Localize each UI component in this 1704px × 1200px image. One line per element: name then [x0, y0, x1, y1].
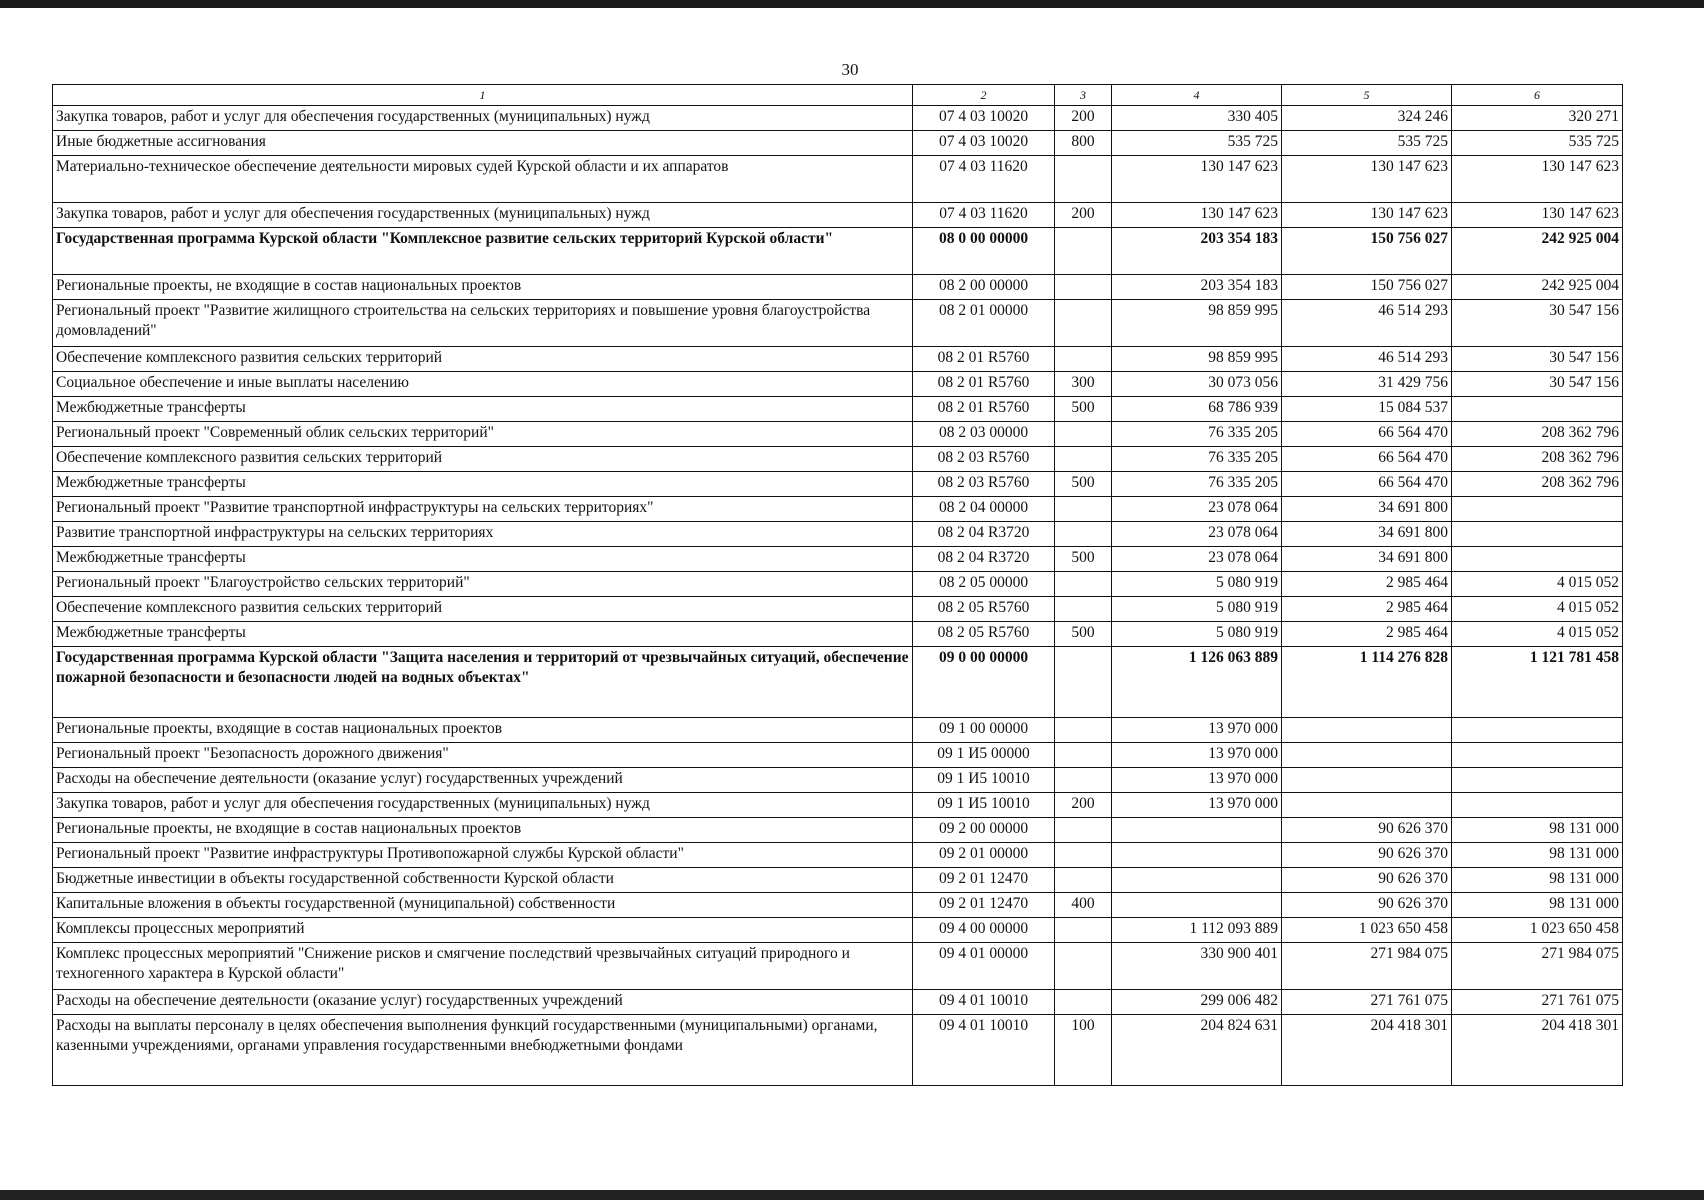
row-amount-4: 76 335 205 — [1112, 472, 1282, 497]
column-header-4: 4 — [1112, 85, 1282, 106]
row-name: Региональный проект "Развитие жилищного строительства на сельских территориях и повышение уровня благоустройства домовладений" — [53, 300, 913, 347]
table-row — [53, 597, 1623, 622]
row-amount-6: 271 984 075 — [1452, 943, 1623, 990]
row-code: 09 4 01 10010 — [913, 1015, 1055, 1086]
row-name: Региональные проекты, не входящие в состав национальных проектов — [53, 818, 913, 843]
table-row — [53, 131, 1623, 156]
row-amount-5 — [1282, 793, 1452, 818]
table-row — [53, 818, 1623, 843]
row-amount-4: 13 970 000 — [1112, 768, 1282, 793]
row-code: 07 4 03 11620 — [913, 156, 1055, 203]
row-code: 08 2 03 00000 — [913, 422, 1055, 447]
row-code: 08 0 00 00000 — [913, 228, 1055, 275]
row-amount-5: 130 147 623 — [1282, 156, 1452, 203]
row-amount-5: 66 564 470 — [1282, 447, 1452, 472]
row-expense-type — [1055, 597, 1112, 622]
row-expense-type — [1055, 347, 1112, 372]
row-amount-5: 66 564 470 — [1282, 472, 1452, 497]
row-amount-6 — [1452, 547, 1623, 572]
row-amount-6: 98 131 000 — [1452, 818, 1623, 843]
row-code: 09 2 01 00000 — [913, 843, 1055, 868]
scan-top-edge — [0, 0, 1704, 8]
row-amount-4: 98 859 995 — [1112, 347, 1282, 372]
row-amount-6: 98 131 000 — [1452, 843, 1623, 868]
table-row — [53, 522, 1623, 547]
row-amount-6: 1 023 650 458 — [1452, 918, 1623, 943]
table-row — [53, 472, 1623, 497]
row-amount-4 — [1112, 843, 1282, 868]
table-row — [53, 228, 1623, 275]
budget-table — [52, 84, 1623, 1086]
row-code: 08 2 03 R5760 — [913, 472, 1055, 497]
row-code: 08 2 01 00000 — [913, 300, 1055, 347]
row-amount-5: 2 985 464 — [1282, 597, 1452, 622]
row-code: 09 2 01 12470 — [913, 893, 1055, 918]
row-amount-4: 5 080 919 — [1112, 572, 1282, 597]
row-name: Региональный проект "Безопасность дорожного движения" — [53, 743, 913, 768]
row-amount-6: 30 547 156 — [1452, 372, 1623, 397]
row-name: Обеспечение комплексного развития сельских территорий — [53, 347, 913, 372]
row-name: Региональный проект "Развитие транспортной инфраструктуры на сельских территориях" — [53, 497, 913, 522]
row-code: 08 2 05 00000 — [913, 572, 1055, 597]
row-expense-type — [1055, 572, 1112, 597]
row-code: 08 2 05 R5760 — [913, 597, 1055, 622]
row-code: 07 4 03 10020 — [913, 131, 1055, 156]
row-amount-6: 130 147 623 — [1452, 203, 1623, 228]
row-amount-5: 31 429 756 — [1282, 372, 1452, 397]
row-code: 09 1 И5 10010 — [913, 793, 1055, 818]
table-row — [53, 275, 1623, 300]
row-name: Социальное обеспечение и иные выплаты населению — [53, 372, 913, 397]
column-header-2: 2 — [913, 85, 1055, 106]
row-amount-6: 30 547 156 — [1452, 347, 1623, 372]
row-amount-6 — [1452, 522, 1623, 547]
row-amount-4: 1 112 093 889 — [1112, 918, 1282, 943]
row-amount-6: 271 761 075 — [1452, 990, 1623, 1015]
row-code: 09 4 01 00000 — [913, 943, 1055, 990]
row-code: 08 2 04 00000 — [913, 497, 1055, 522]
row-amount-5 — [1282, 743, 1452, 768]
row-amount-4: 23 078 064 — [1112, 522, 1282, 547]
row-amount-5: 15 084 537 — [1282, 397, 1452, 422]
row-name: Комплекс процессных мероприятий "Снижение рисков и смягчение последствий чрезвычайных ситуаций природного и техногенного характера в Курской области" — [53, 943, 913, 990]
row-amount-5: 90 626 370 — [1282, 843, 1452, 868]
row-name: Региональный проект "Благоустройство сельских территорий" — [53, 572, 913, 597]
row-amount-4: 23 078 064 — [1112, 497, 1282, 522]
row-code: 08 2 04 R3720 — [913, 522, 1055, 547]
row-amount-4: 13 970 000 — [1112, 718, 1282, 743]
row-amount-5: 2 985 464 — [1282, 622, 1452, 647]
row-name: Обеспечение комплексного развития сельских территорий — [53, 597, 913, 622]
row-name: Обеспечение комплексного развития сельских территорий — [53, 447, 913, 472]
row-code: 08 2 01 R5760 — [913, 372, 1055, 397]
scan-bottom-edge — [0, 1190, 1704, 1200]
row-name: Государственная программа Курской области "Защита населения и территорий от чрезвычайных ситуаций, обеспечение пожарной безопасности и безопасности людей на водных объектах" — [53, 647, 913, 718]
row-code: 08 2 01 R5760 — [913, 347, 1055, 372]
row-expense-type — [1055, 275, 1112, 300]
row-amount-6: 98 131 000 — [1452, 868, 1623, 893]
row-amount-6: 208 362 796 — [1452, 447, 1623, 472]
row-amount-5: 130 147 623 — [1282, 203, 1452, 228]
table-row — [53, 718, 1623, 743]
row-amount-4: 30 073 056 — [1112, 372, 1282, 397]
row-name: Материально-техническое обеспечение деятельности мировых судей Курской области и их аппаратов — [53, 156, 913, 203]
row-amount-6: 4 015 052 — [1452, 622, 1623, 647]
row-code: 08 2 03 R5760 — [913, 447, 1055, 472]
row-name: Расходы на обеспечение деятельности (оказание услуг) государственных учреждений — [53, 990, 913, 1015]
row-name: Региональные проекты, входящие в состав национальных проектов — [53, 718, 913, 743]
table-row — [53, 1015, 1623, 1086]
row-amount-4: 76 335 205 — [1112, 422, 1282, 447]
column-header-6: 6 — [1452, 85, 1623, 106]
table-row — [53, 918, 1623, 943]
row-expense-type — [1055, 228, 1112, 275]
table-row — [53, 347, 1623, 372]
table-row — [53, 422, 1623, 447]
row-amount-4: 330 405 — [1112, 106, 1282, 131]
row-code: 07 4 03 11620 — [913, 203, 1055, 228]
row-expense-type: 200 — [1055, 106, 1112, 131]
row-code: 09 0 00 00000 — [913, 647, 1055, 718]
row-amount-5: 204 418 301 — [1282, 1015, 1452, 1086]
row-amount-6 — [1452, 743, 1623, 768]
row-amount-4: 5 080 919 — [1112, 622, 1282, 647]
row-code: 07 4 03 10020 — [913, 106, 1055, 131]
row-expense-type — [1055, 818, 1112, 843]
row-amount-6: 130 147 623 — [1452, 156, 1623, 203]
table-row — [53, 893, 1623, 918]
page-number: 30 — [841, 60, 859, 79]
table-row — [53, 943, 1623, 990]
table-row — [53, 497, 1623, 522]
row-amount-5 — [1282, 768, 1452, 793]
table-row — [53, 843, 1623, 868]
row-expense-type: 200 — [1055, 203, 1112, 228]
row-amount-4: 76 335 205 — [1112, 447, 1282, 472]
row-code: 09 1 00 00000 — [913, 718, 1055, 743]
row-amount-4: 5 080 919 — [1112, 597, 1282, 622]
row-expense-type: 500 — [1055, 622, 1112, 647]
row-expense-type: 200 — [1055, 793, 1112, 818]
row-amount-5: 150 756 027 — [1282, 228, 1452, 275]
row-expense-type — [1055, 743, 1112, 768]
column-header-3: 3 — [1055, 85, 1112, 106]
row-amount-6 — [1452, 497, 1623, 522]
row-amount-5: 90 626 370 — [1282, 893, 1452, 918]
row-amount-5: 271 984 075 — [1282, 943, 1452, 990]
row-name: Региональный проект "Современный облик сельских территорий" — [53, 422, 913, 447]
table-row — [53, 622, 1623, 647]
table-row — [53, 547, 1623, 572]
row-name: Расходы на выплаты персоналу в целях обеспечения выполнения функций государственными (муниципальными) органами, казенными учреждениями, органами управления государственными внебюджетными фондами — [53, 1015, 913, 1086]
row-name: Закупка товаров, работ и услуг для обеспечения государственных (муниципальных) нужд — [53, 793, 913, 818]
row-name: Межбюджетные трансферты — [53, 397, 913, 422]
row-expense-type: 500 — [1055, 397, 1112, 422]
row-amount-4: 203 354 183 — [1112, 275, 1282, 300]
row-name: Региональные проекты, не входящие в состав национальных проектов — [53, 275, 913, 300]
row-expense-type — [1055, 718, 1112, 743]
table-row — [53, 106, 1623, 131]
table-row — [53, 397, 1623, 422]
row-code: 09 1 И5 10010 — [913, 768, 1055, 793]
row-amount-6: 242 925 004 — [1452, 275, 1623, 300]
row-amount-6: 4 015 052 — [1452, 597, 1623, 622]
row-code: 09 1 И5 00000 — [913, 743, 1055, 768]
row-name: Межбюджетные трансферты — [53, 472, 913, 497]
row-amount-4 — [1112, 818, 1282, 843]
row-amount-4: 1 126 063 889 — [1112, 647, 1282, 718]
row-name: Региональный проект "Развитие инфраструктуры Противопожарной службы Курской области" — [53, 843, 913, 868]
row-amount-4 — [1112, 868, 1282, 893]
row-name: Развитие транспортной инфраструктуры на сельских территориях — [53, 522, 913, 547]
row-amount-5: 34 691 800 — [1282, 547, 1452, 572]
row-code: 08 2 05 R5760 — [913, 622, 1055, 647]
row-amount-4: 23 078 064 — [1112, 547, 1282, 572]
row-amount-5: 90 626 370 — [1282, 868, 1452, 893]
row-amount-6 — [1452, 768, 1623, 793]
row-amount-6: 98 131 000 — [1452, 893, 1623, 918]
row-name: Закупка товаров, работ и услуг для обеспечения государственных (муниципальных) нужд — [53, 203, 913, 228]
row-amount-6 — [1452, 793, 1623, 818]
row-expense-type: 300 — [1055, 372, 1112, 397]
row-amount-6: 1 121 781 458 — [1452, 647, 1623, 718]
row-amount-5: 271 761 075 — [1282, 990, 1452, 1015]
row-amount-5: 46 514 293 — [1282, 347, 1452, 372]
row-amount-4: 535 725 — [1112, 131, 1282, 156]
row-amount-6: 4 015 052 — [1452, 572, 1623, 597]
row-expense-type — [1055, 447, 1112, 472]
row-name: Иные бюджетные ассигнования — [53, 131, 913, 156]
row-code: 09 4 01 10010 — [913, 990, 1055, 1015]
table-row — [53, 372, 1623, 397]
row-code: 09 2 01 12470 — [913, 868, 1055, 893]
row-amount-5 — [1282, 718, 1452, 743]
row-amount-6: 535 725 — [1452, 131, 1623, 156]
row-amount-6: 208 362 796 — [1452, 472, 1623, 497]
row-name: Бюджетные инвестиции в объекты государственной собственности Курской области — [53, 868, 913, 893]
row-name: Государственная программа Курской области "Комплексное развитие сельских территорий Курской области" — [53, 228, 913, 275]
row-amount-4: 98 859 995 — [1112, 300, 1282, 347]
row-name: Комплексы процессных мероприятий — [53, 918, 913, 943]
row-code: 08 2 04 R3720 — [913, 547, 1055, 572]
row-amount-4: 13 970 000 — [1112, 743, 1282, 768]
row-expense-type — [1055, 497, 1112, 522]
row-amount-6 — [1452, 397, 1623, 422]
row-amount-6 — [1452, 718, 1623, 743]
row-expense-type: 800 — [1055, 131, 1112, 156]
row-expense-type — [1055, 156, 1112, 203]
row-amount-5: 150 756 027 — [1282, 275, 1452, 300]
row-amount-4 — [1112, 893, 1282, 918]
table-row — [53, 647, 1623, 718]
row-amount-6: 30 547 156 — [1452, 300, 1623, 347]
row-amount-5: 1 023 650 458 — [1282, 918, 1452, 943]
row-amount-4: 330 900 401 — [1112, 943, 1282, 990]
row-amount-5: 90 626 370 — [1282, 818, 1452, 843]
row-amount-4: 203 354 183 — [1112, 228, 1282, 275]
row-amount-5: 324 246 — [1282, 106, 1452, 131]
table-row — [53, 447, 1623, 472]
table-row — [53, 768, 1623, 793]
row-amount-6: 320 271 — [1452, 106, 1623, 131]
table-row — [53, 300, 1623, 347]
row-expense-type — [1055, 843, 1112, 868]
table-row — [53, 990, 1623, 1015]
row-amount-5: 66 564 470 — [1282, 422, 1452, 447]
row-amount-6: 204 418 301 — [1452, 1015, 1623, 1086]
row-expense-type — [1055, 522, 1112, 547]
table-row — [53, 572, 1623, 597]
row-amount-6: 242 925 004 — [1452, 228, 1623, 275]
row-expense-type — [1055, 868, 1112, 893]
row-amount-5: 46 514 293 — [1282, 300, 1452, 347]
row-amount-5: 34 691 800 — [1282, 497, 1452, 522]
table-row — [53, 868, 1623, 893]
row-expense-type — [1055, 943, 1112, 990]
column-number-row — [53, 85, 1623, 106]
table-body — [53, 106, 1623, 1086]
row-expense-type — [1055, 768, 1112, 793]
row-amount-4: 204 824 631 — [1112, 1015, 1282, 1086]
row-expense-type: 500 — [1055, 472, 1112, 497]
row-amount-6: 208 362 796 — [1452, 422, 1623, 447]
row-name: Межбюджетные трансферты — [53, 547, 913, 572]
row-amount-4: 130 147 623 — [1112, 156, 1282, 203]
table-row — [53, 793, 1623, 818]
row-code: 08 2 01 R5760 — [913, 397, 1055, 422]
table-row — [53, 203, 1623, 228]
row-amount-4: 130 147 623 — [1112, 203, 1282, 228]
row-amount-4: 299 006 482 — [1112, 990, 1282, 1015]
row-amount-5: 1 114 276 828 — [1282, 647, 1452, 718]
row-code: 09 4 00 00000 — [913, 918, 1055, 943]
row-name: Расходы на обеспечение деятельности (оказание услуг) государственных учреждений — [53, 768, 913, 793]
row-name: Межбюджетные трансферты — [53, 622, 913, 647]
row-amount-4: 13 970 000 — [1112, 793, 1282, 818]
row-name: Капитальные вложения в объекты государственной (муниципальной) собственности — [53, 893, 913, 918]
row-amount-5: 34 691 800 — [1282, 522, 1452, 547]
row-code: 09 2 00 00000 — [913, 818, 1055, 843]
table-row — [53, 743, 1623, 768]
row-expense-type — [1055, 647, 1112, 718]
row-name: Закупка товаров, работ и услуг для обеспечения государственных (муниципальных) нужд — [53, 106, 913, 131]
row-expense-type — [1055, 422, 1112, 447]
row-expense-type — [1055, 990, 1112, 1015]
row-expense-type — [1055, 918, 1112, 943]
row-amount-5: 2 985 464 — [1282, 572, 1452, 597]
row-expense-type: 400 — [1055, 893, 1112, 918]
table-row — [53, 156, 1623, 203]
column-header-1: 1 — [53, 85, 913, 106]
row-code: 08 2 00 00000 — [913, 275, 1055, 300]
row-expense-type: 100 — [1055, 1015, 1112, 1086]
row-expense-type — [1055, 300, 1112, 347]
row-expense-type: 500 — [1055, 547, 1112, 572]
row-amount-4: 68 786 939 — [1112, 397, 1282, 422]
column-header-5: 5 — [1282, 85, 1452, 106]
row-amount-5: 535 725 — [1282, 131, 1452, 156]
